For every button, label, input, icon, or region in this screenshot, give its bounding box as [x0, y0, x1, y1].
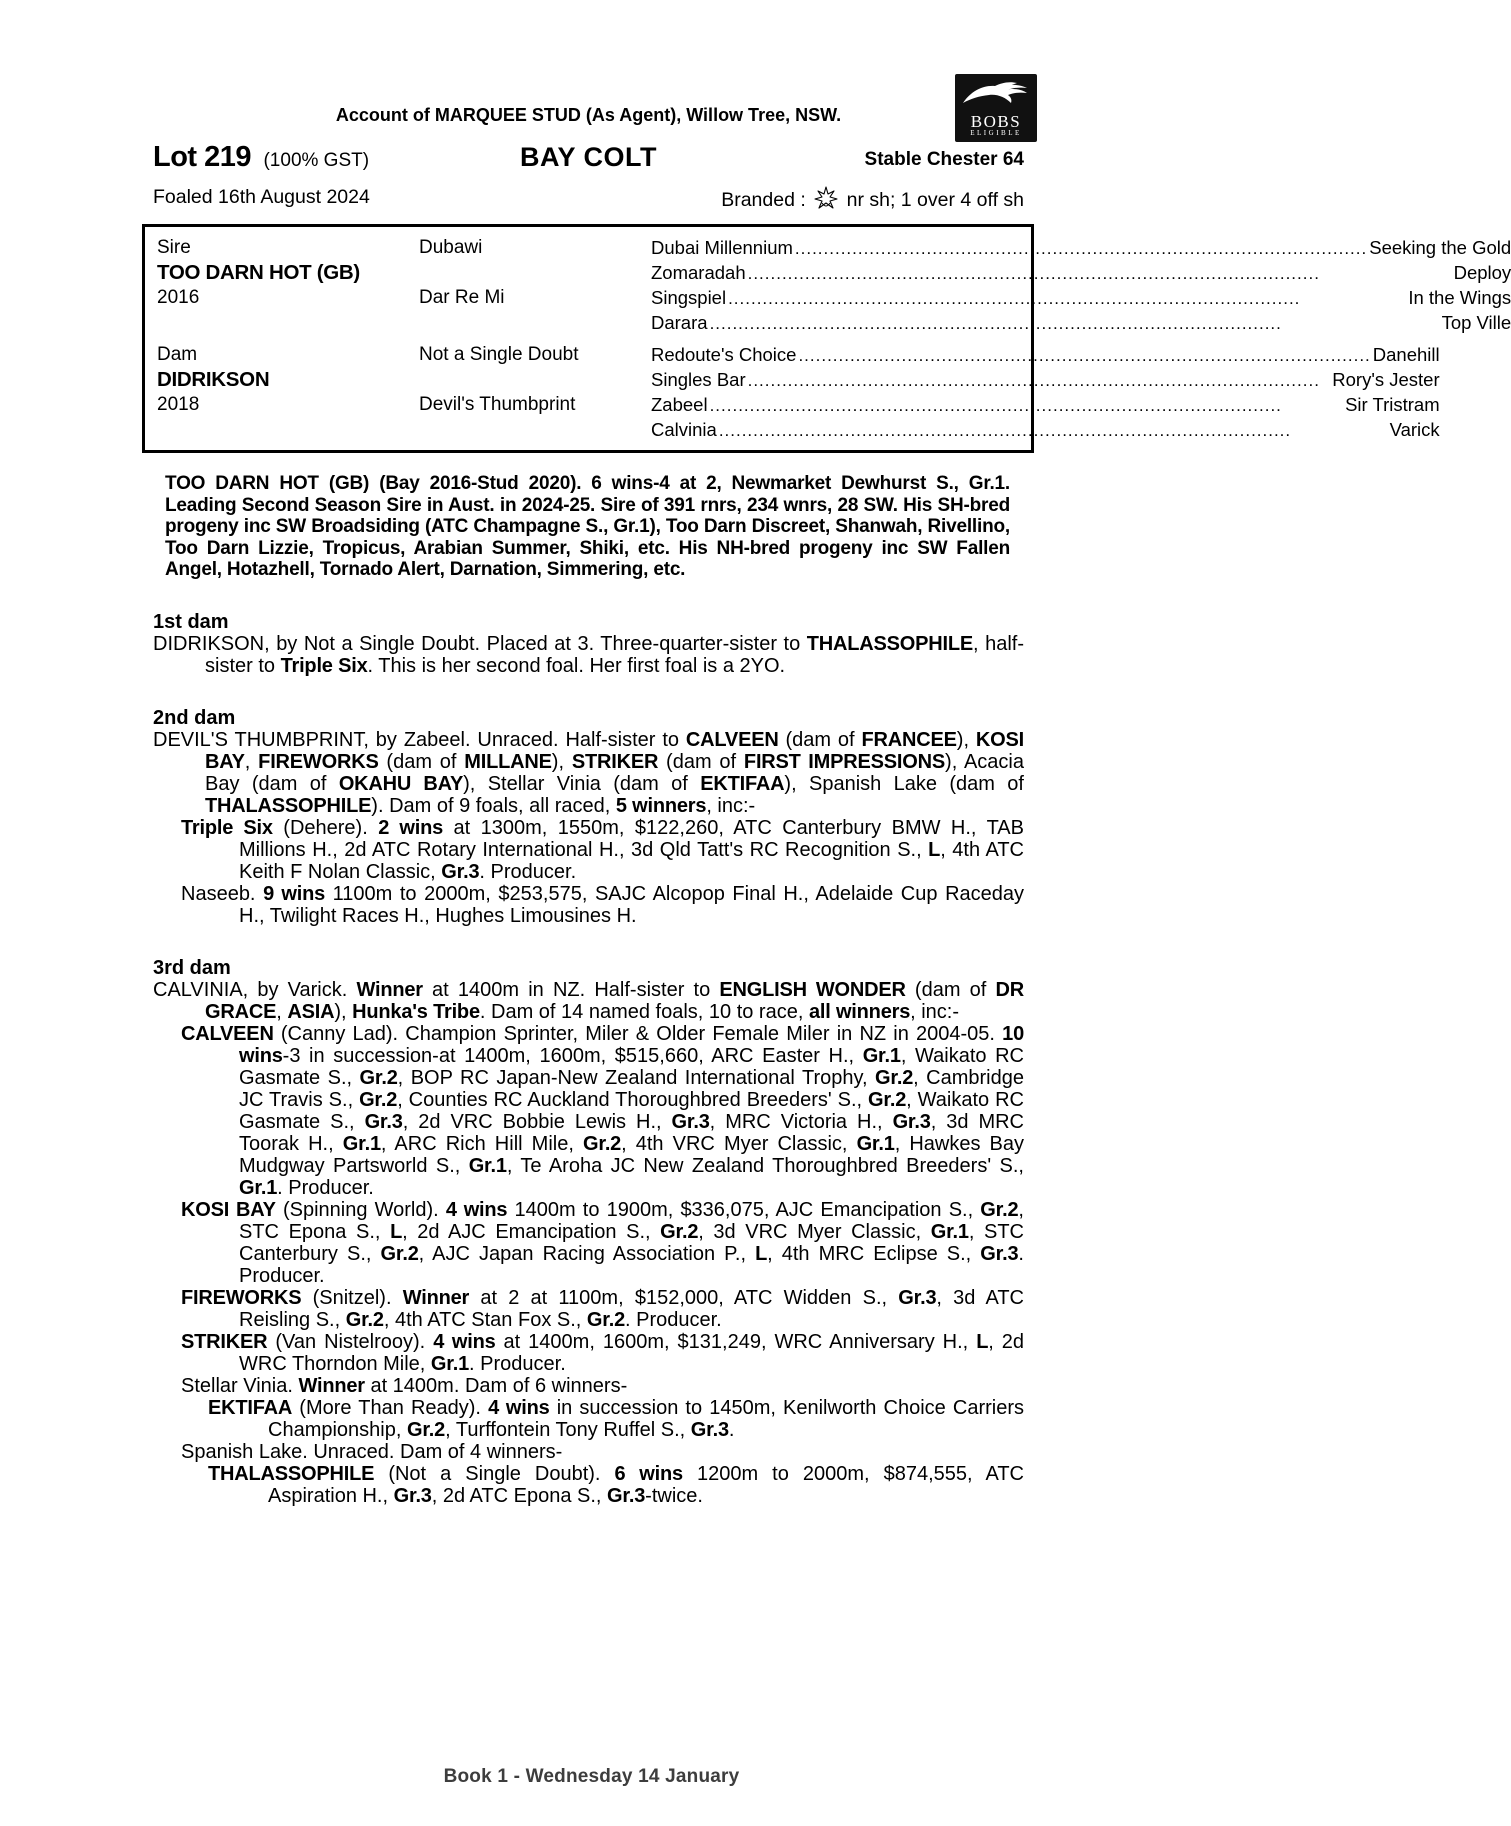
foaled-date: Foaled 16th August 2024	[153, 186, 370, 208]
sire-sire-name: Dubawi	[419, 237, 483, 258]
grandparent-dam: Seeking the Gold	[1369, 237, 1511, 258]
pedigree-text-paragraph: Stellar Vinia. Winner at 1400m. Dam of 6 winners-	[181, 1374, 628, 1397]
grandparent-dam: Varick	[1389, 419, 1440, 440]
grandparent-row	[651, 342, 1440, 367]
grandparent-sire: Calvinia	[651, 419, 717, 440]
pedigree-text-paragraph: Naseeb. 9 wins 1100m to 2000m, $253,575, SAJC Alcopop Final H., Adelaide Cup Raceday H., Twilight Races H., Hughes Limousines H.	[181, 882, 1025, 927]
lot-row	[153, 138, 1024, 176]
pedigree-text-paragraph: Triple Six (Dehere). 2 wins at 1300m, 1550m, $122,260, ATC Canterbury BMW H., TAB Millions H., 2d ATC Rotary International H., 3d Qld Tatt's RC Recognition S., L, 4th ATC Keith F Nolan Classic, Gr.3. Producer.	[181, 816, 1025, 883]
horse-head-icon	[961, 79, 1031, 105]
grandparent-dam: Top Ville	[1441, 312, 1511, 333]
grandparent-row	[651, 310, 1511, 335]
pedigree-text-paragraph: EKTIFAA (More Than Ready). 4 wins in succession to 1450m, Kenilworth Choice Carriers Championship, Gr.2, Turffontein Tony Ruffel S., Gr.3.	[208, 1396, 1024, 1441]
bobs-logo-word: BOBS	[970, 112, 1022, 131]
bobs-eligible-logo	[955, 74, 1037, 142]
bobs-logo-subword: ELIGIBLE	[970, 129, 1022, 137]
branded-line	[721, 186, 1024, 212]
sire-dam-name: Dar Re Mi	[419, 287, 505, 308]
grandparent-sire: Darara	[651, 312, 708, 333]
brand-mark-icon	[814, 186, 838, 212]
dam-name: DIDRIKSON	[157, 368, 270, 391]
grandparent-row	[651, 260, 1511, 285]
lot-number: Lot 219	[153, 141, 252, 173]
branded-suffix: nr sh; 1 over 4 off sh	[846, 189, 1024, 211]
dotted-leader	[748, 260, 1452, 286]
grandparent-row	[651, 367, 1440, 392]
sire-label: Sire	[157, 237, 191, 258]
section-heading: 2nd dam	[153, 706, 236, 729]
pedigree-text-paragraph: Spanish Lake. Unraced. Dam of 4 winners-	[181, 1440, 563, 1463]
dam-label: Dam	[157, 344, 198, 365]
account-line: Account of MARQUEE STUD (As Agent), Willow Tree, NSW.	[335, 105, 842, 125]
dotted-leader	[798, 342, 1370, 368]
pedigree-sire-block	[157, 235, 1511, 335]
grandparent-sire: Redoute's Choice	[651, 344, 797, 365]
pedigree-text-paragraph: DEVIL'S THUMBPRINT, by Zabeel. Unraced. Half-sister to CALVEEN (dam of FRANCEE), KOSI BAY, FIREWORKS (dam of MILLANE), STRIKER (dam of FIRST IMPRESSIONS), Acacia Bay (dam of OKAHU BAY), Stellar Vinia (dam of EKTIFAA), Spanish Lake (dam of THALASSOPHILE). Dam of 9 foals, all raced, 5 winners, inc:-	[153, 728, 1024, 817]
grandparent-row	[651, 235, 1511, 260]
sire-name: TOO DARN HOT (GB)	[157, 261, 360, 284]
pedigree-text-paragraph: STRIKER (Van Nistelrooy). 4 wins at 1400m, 1600m, $131,249, WRC Anniversary H., L, 2d WRC Thorndon Mile, Gr.1. Producer.	[181, 1330, 1025, 1375]
grandparent-dam: Deploy	[1453, 262, 1511, 283]
grandparent-row	[651, 417, 1440, 442]
grandparent-sire: Zomaradah	[651, 262, 746, 283]
grandparent-sire: Dubai Millennium	[651, 237, 793, 258]
stable-location: Stable Chester 64	[864, 149, 1024, 170]
dotted-leader	[710, 392, 1344, 418]
pedigree-text-paragraph: DIDRIKSON, by Not a Single Doubt. Placed at 3. Three-quarter-sister to THALASSOPHILE, half-sister to Triple Six. This is her second foal. Her first foal is a 2YO.	[153, 632, 1024, 677]
sire-grandparents	[651, 235, 1511, 335]
dam-grandparents	[651, 342, 1440, 442]
pedigree-text-paragraph: FIREWORKS (Snitzel). Winner at 2 at 1100m, $152,000, ATC Widden S., Gr.3, 3d ATC Reisling S., Gr.2, 4th ATC Stan Fox S., Gr.2. Producer.	[181, 1286, 1024, 1331]
dam-sections	[153, 611, 1024, 1507]
dotted-leader	[795, 235, 1367, 261]
grandparent-sire: Zabeel	[651, 394, 708, 415]
grandparent-row	[651, 392, 1440, 417]
dotted-leader	[728, 285, 1406, 311]
section-heading: 1st dam	[153, 610, 229, 633]
foal-row	[153, 186, 1024, 210]
grandparent-dam: Rory's Jester	[1332, 369, 1440, 390]
grandparent-row	[651, 285, 1511, 310]
dam-dam-name: Devil's Thumbprint	[419, 394, 576, 415]
sire-year: 2016	[157, 287, 200, 308]
gst-note: (100% GST)	[263, 150, 370, 171]
pedigree-dam-block	[157, 342, 1440, 442]
dotted-leader	[719, 417, 1388, 443]
grandparent-dam: Danehill	[1372, 344, 1440, 365]
pedigree-text-paragraph: CALVEEN (Canny Lad). Champion Sprinter, Miler & Older Female Miler in NZ in 2004-05. 10 wins-3 in succession-at 1400m, 1600m, $515,660, ARC Easter H., Gr.1, Waikato RC Gasmate S., Gr.2, BOP RC Japan-New Zealand International Trophy, Gr.2, Cambridge JC Travis S., Gr.2, Counties RC Auckland Thoroughbred Breeders' S., Gr.2, Waikato RC Gasmate S., Gr.3, 2d VRC Bobbie Lewis H., Gr.3, MRC Victoria H., Gr.3, 3d MRC Toorak H., Gr.1, ARC Rich Hill Mile, Gr.2, 4th VRC Myer Classic, Gr.1, Hawkes Bay Mudgway Partsworld S., Gr.1, Te Aroha JC New Zealand Thoroughbred Breeders' S., Gr.1. Producer.	[181, 1022, 1025, 1199]
footer-session-line: Book 1 - Wednesday 14 January	[443, 1766, 740, 1787]
dotted-leader	[748, 367, 1331, 393]
pedigree-gap	[157, 335, 1017, 342]
grandparent-dam: Sir Tristram	[1345, 394, 1440, 415]
pedigree-text-paragraph: CALVINIA, by Varick. Winner at 1400m in NZ. Half-sister to ENGLISH WONDER (dam of DR GRACE, ASIA), Hunka's Tribe. Dam of 14 named foals, 10 to race, all winners, inc:-	[153, 978, 1024, 1023]
dam-year: 2018	[157, 394, 200, 415]
horse-description: BAY COLT	[519, 142, 658, 172]
grandparent-dam: In the Wings	[1408, 287, 1511, 308]
dam-sire-name: Not a Single Doubt	[419, 344, 579, 365]
pedigree-text-paragraph: THALASSOPHILE (Not a Single Doubt). 6 wins 1200m to 2000m, $874,555, ATC Aspiration H., Gr.3, 2d ATC Epona S., Gr.3-twice.	[208, 1462, 1024, 1507]
pedigree-text-paragraph: KOSI BAY (Spinning World). 4 wins 1400m to 1900m, $336,075, AJC Emancipation S., Gr.2, STC Epona S., L, 2d AJC Emancipation S., Gr.2, 3d VRC Myer Classic, Gr.1, STC Canterbury S., Gr.2, AJC Japan Racing Association P., L, 4th MRC Eclipse S., Gr.3. Producer.	[181, 1198, 1024, 1287]
grandparent-sire: Singspiel	[651, 287, 727, 308]
lot-left	[153, 141, 369, 174]
page-content	[153, 0, 1511, 1507]
pedigree-table	[142, 224, 1511, 453]
grandparent-sire: Singles Bar	[651, 369, 746, 390]
sire-description: TOO DARN HOT (GB) (Bay 2016-Stud 2020). 6 wins-4 at 2, Newmarket Dewhurst S., Gr.1. Leading Second Season Sire in Aust. in 2024-25. Sire of 391 rnrs, 234 wnrs, 28 SW. His SH-bred progeny inc SW Broadsiding (ATC Champagne S., Gr.1), Too Darn Discreet, Shanwah, Rivellino, Too Darn Lizzie, Tropicus, Arabian Summer, Shiki, etc. His NH-bred progeny inc SW Fallen Angel, Hotazhell, Tornado Alert, Darnation, Simmering, etc.	[165, 473, 1010, 580]
branded-prefix: Branded :	[721, 189, 806, 211]
section-heading: 3rd dam	[153, 956, 231, 979]
dotted-leader	[710, 310, 1440, 336]
